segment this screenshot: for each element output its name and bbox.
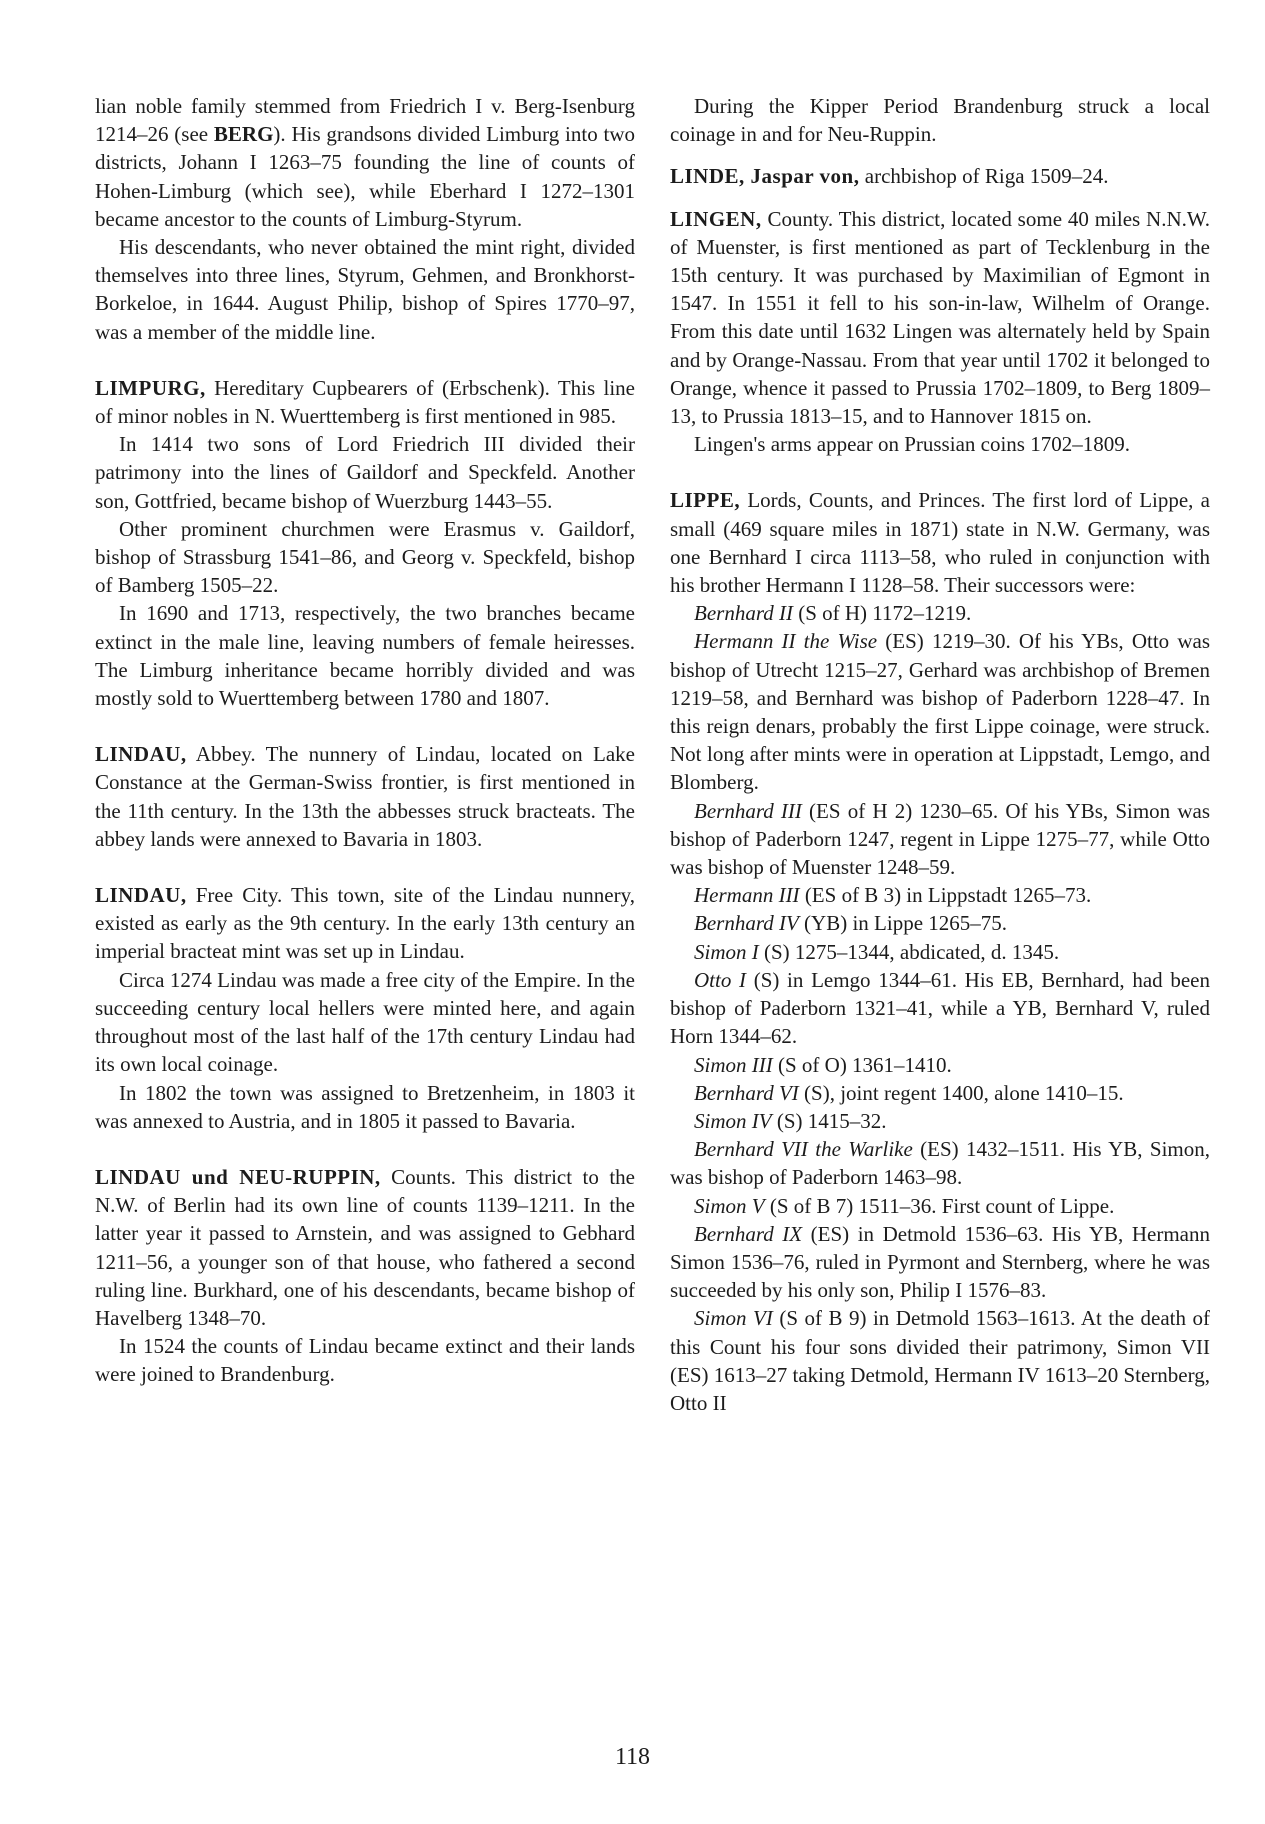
- entry-heading: LINDAU und NEU-RUPPIN,: [95, 1164, 381, 1189]
- ruler-name: Simon VI: [694, 1306, 773, 1331]
- ruler-name: Simon IV: [694, 1108, 772, 1133]
- ruler-name: Hermann II the Wise: [694, 629, 878, 654]
- ruler-entry: Simon IV (S) 1415–32.: [694, 1108, 887, 1133]
- ruler-name: Bernhard VII the Warlike: [694, 1137, 913, 1162]
- ruler-name: Hermann III: [694, 883, 800, 908]
- page-number: 118: [614, 1744, 651, 1770]
- entry-lindau-neu-ruppin: LINDAU und NEU-RUPPIN, Counts. This district to the N.W. of Berlin had its own line of counts 1139–1211. In the latter year it passed to Arnstein, and was assigned to Gebhard 1211–56, a younger son of that house, who fathered a second ruling line. Burkhard, one of his descendants, became bishop of Havelberg 1348–70.: [95, 1164, 635, 1330]
- ruler-entry: Simon I (S) 1275–1344, abdicated, d. 1345.: [694, 939, 1060, 964]
- ruler-entry: Hermann II the Wise (ES) 1219–30. Of his YBs, Otto was bishop of Utrecht 1215–27, Gerhard was archbishop of Bremen 1219–58, and Bernhard was bishop of Paderborn 1228–47. In this reign denars, probably the first Lippe coinage, were struck. Not long after mints were in operation at Lippstadt, Lemgo, and Blomberg.: [670, 629, 1210, 795]
- ruler-entry: Bernhard IX (ES) in Detmold 1536–63. His YB, Hermann Simon 1536–76, ruled in Pyrmont and Sternberg, where he was succeeded by his only son, Philip I 1576–83.: [670, 1221, 1210, 1303]
- paragraph: In 1414 two sons of Lord Friedrich III divided their patrimony into the lines of Gaildorf and Speckfeld. Another son, Gottfried, became bishop of Wuerzburg 1443–55.: [95, 432, 635, 513]
- right-column: [670, 92, 1210, 1417]
- entry-lindau-abbey: LINDAU, Abbey. The nunnery of Lindau, located on Lake Constance at the German-Swiss frontier, is first mentioned in the 11th century. In the 13th the abbesses struck bracteats. The abbey lands were annexed to Bavaria in 1803.: [95, 742, 635, 851]
- entry-heading: LINGEN,: [670, 206, 762, 231]
- cross-reference: BERG: [213, 122, 274, 147]
- ruler-entry: Simon VI (S of B 9) in Detmold 1563–1613. At the death of this Count his four sons divided their patrimony, Simon VII (ES) 1613–27 taking Detmold, Hermann IV 1613–20 Sternberg, Otto II: [670, 1306, 1210, 1415]
- entry-heading: LINDE, Jaspar von,: [670, 164, 860, 189]
- ruler-name: Bernhard VI: [694, 1080, 799, 1105]
- ruler-list: [670, 599, 1210, 1417]
- ruler-name: Bernhard III: [694, 798, 802, 823]
- ruler-entry: Simon III (S of O) 1361–1410.: [694, 1052, 952, 1077]
- paragraph: In 1802 the town was assigned to Bretzenheim, in 1803 it was annexed to Austria, and in 1805 it passed to Bavaria.: [95, 1080, 635, 1133]
- ruler-name: Otto I: [694, 967, 747, 992]
- paragraph: Other prominent churchmen were Erasmus v. Gaildorf, bishop of Strassburg 1541–86, and Georg v. Speckfeld, bishop of Bamberg 1505–22.: [95, 516, 635, 598]
- paragraph: In 1690 and 1713, respectively, the two branches became extinct in the male line, leaving numbers of female heiresses. The Limburg inheritance became horribly divided and was mostly sold to Wuerttemberg between 1780 and 1807.: [95, 601, 635, 711]
- entry-heading: LIMPURG,: [95, 375, 206, 400]
- ruler-entry: Bernhard II (S of H) 1172–1219.: [694, 601, 972, 626]
- entry-heading: LINDAU,: [95, 883, 187, 908]
- ruler-entry: Otto I (S) in Lemgo 1344–61. His EB, Bernhard, had been bishop of Paderborn 1321–41, while a YB, Bernhard V, ruled Horn 1344–62.: [670, 967, 1210, 1049]
- paragraph: Circa 1274 Lindau was made a free city of the Empire. In the succeeding century local hellers were minted here, and again throughout most of the last half of the 17th century Lindau had its own local coinage.: [95, 967, 635, 1077]
- ruler-entry: Simon V (S of B 7) 1511–36. First count of Lippe.: [694, 1193, 1115, 1218]
- ruler-entry: Bernhard VI (S), joint regent 1400, alone 1410–15.: [694, 1080, 1124, 1105]
- entry-heading: LINDAU,: [95, 742, 187, 767]
- entry-lingen: LINGEN, County. This district, located some 40 miles N.N.W. of Muenster, is first mentioned as part of Tecklenburg in the 15th century. It was purchased by Maximilian of Egmont in 1547. In 1551 it fell to his son-in-law, Wilhelm of Orange. From this date until 1632 Lingen was alternately held by Spain and by Orange-Nassau. From that year until 1702 it belonged to Orange, whence it passed to Prussia 1702–1809, to Berg 1809–13, to Prussia 1813–15, and to Hannover 1815 on.: [670, 206, 1210, 429]
- paragraph: His descendants, who never obtained the mint right, divided themselves into three lines, Styrum, Gehmen, and Bronkhorst-Borkeloe, in 1644. August Philip, bishop of Spires 1770–97, was a member of the middle line.: [95, 235, 635, 344]
- ruler-name: Bernhard IX: [694, 1221, 803, 1246]
- entry-continuation: lian noble family stemmed from Friedrich I v. Berg-Isenburg 1214–26 (see BERG). His grandsons divided Limburg into two districts, Johann I 1263–75 founding the line of counts of Hohen-Limburg (which see), while Eberhard I 1272–1301 became ancestor to the counts of Limburg-Styrum.: [95, 94, 635, 231]
- ruler-entry: Bernhard VII the Warlike (ES) 1432–1511. His YB, Simon, was bishop of Paderborn 1463–98.: [670, 1137, 1210, 1190]
- paragraph: Lingen's arms appear on Prussian coins 1702–1809.: [694, 432, 1130, 457]
- entry-linde: LINDE, Jaspar von, archbishop of Riga 1509–24.: [670, 164, 1109, 189]
- ruler-name: Bernhard II: [694, 601, 793, 626]
- paragraph: In 1524 the counts of Lindau became extinct and their lands were joined to Brandenburg.: [95, 1334, 635, 1387]
- entry-lippe: LIPPE, Lords, Counts, and Princes. The first lord of Lippe, a small (469 square miles in 1871) state in N.W. Germany, was one Bernhard I circa 1113–58, who ruled in conjunction with his brother Hermann I 1128–58. Their successors were:: [670, 488, 1210, 598]
- ruler-entry: Hermann III (ES of B 3) in Lippstadt 1265–73.: [694, 883, 1092, 908]
- ruler-name: Bernhard IV: [694, 911, 799, 936]
- entry-limpurg: LIMPURG, Hereditary Cupbearers of (Erbschenk). This line of minor nobles in N. Wuerttemberg is first mentioned in 985.: [95, 375, 635, 429]
- entry-lindau-city: LINDAU, Free City. This town, site of the Lindau nunnery, existed as early as the 9th century. In the early 13th century an imperial bracteat mint was set up in Lindau.: [95, 883, 635, 964]
- left-column: [95, 92, 635, 1389]
- ruler-name: Simon III: [694, 1052, 773, 1077]
- entry-heading: LIPPE,: [670, 488, 741, 513]
- ruler-name: Simon I: [694, 939, 759, 964]
- ruler-entry: Bernhard III (ES of H 2) 1230–65. Of his YBs, Simon was bishop of Paderborn 1247, regent in Lippe 1275–77, while Otto was bishop of Muenster 1248–59.: [670, 798, 1210, 880]
- ruler-name: Simon V: [694, 1193, 765, 1218]
- paragraph: During the Kipper Period Brandenburg struck a local coinage in and for Neu-Ruppin.: [670, 94, 1210, 147]
- ruler-entry: Bernhard IV (YB) in Lippe 1265–75.: [694, 911, 1008, 936]
